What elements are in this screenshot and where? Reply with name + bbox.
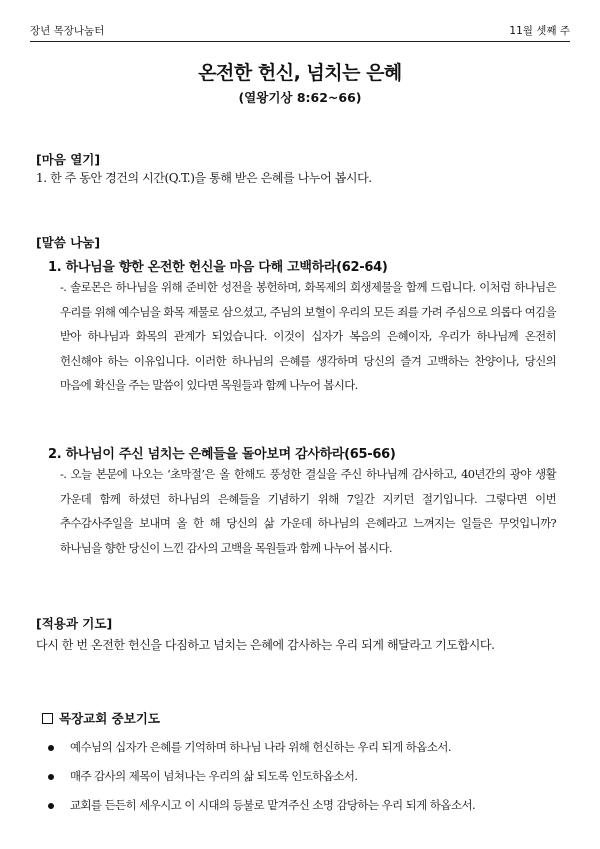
sharing-point-1-body: -. 솔로몬은 하나님을 위해 준비한 성전을 봉헌하며, 화목제의 희생제물을 함께 드립니다. 이처럼 하나님은 우리를 위해 예수님을 화목 제물로 삼으셨고, 주님의 보혈이 우리의 모든 죄를 가려 주심으로 의롭다 여김을 받아 하나님과 화목의 관계가 되었습니다. 이것이 십자가 복음의 은혜이자, 우리가 하나님께 온전히 헌신해야 하는 이유입니다. 이러한 하나님의 은혜를 생각하며 당신의 즐겨 고백하는 찬양이나, 당신의 마음에 확신을 주는 말씀이 있다면 목원들과 함께 나누어 봅시다. bbox=[60, 280, 556, 392]
intercession-heading-label: 목장교회 중보기도 bbox=[59, 711, 160, 726]
section-heading-application: [적용과 기도] bbox=[36, 616, 113, 631]
sharing-point-2-body: -. 오늘 본문에 나오는 ‘초막절’은 올 한해도 풍성한 결실을 주신 하나님께 감사하고, 40년간의 광야 생활 가운데 함께 하셨던 하나님의 은혜들을 기념하기 위해 7일간 지키던 절기입니다. 그렇다면 이번 추수감사주일을 보내며 올 한 해 당신의 삶 가운데 하나님의 은혜라고 느껴지는 일들은 무엇입니까? 하나님을 향한 당신이 느낀 감사의 고백을 목원들과 함께 나누어 봅시다. bbox=[60, 467, 556, 555]
intercession-list bbox=[48, 733, 475, 820]
sharing-point-2-heading: 2. 하나님이 주신 넘치는 은혜들을 돌아보며 감사하라(65-66) bbox=[48, 447, 396, 462]
list-item bbox=[48, 733, 475, 762]
scripture-reference: (열왕기상 8:62~66) bbox=[238, 90, 362, 105]
page-header bbox=[30, 18, 570, 42]
opening-question: 1. 한 주 동안 경건의 시간(Q.T.)을 통해 받은 은혜를 나누어 봅시다. bbox=[36, 171, 372, 185]
sharing-point-1-heading: 1. 하나님을 향한 온전한 헌신을 마음 다해 고백하라(62-64) bbox=[48, 260, 388, 275]
intercession-item-text: 매주 감사의 제목이 넘쳐나는 우리의 삶 되도록 인도하옵소서. bbox=[70, 769, 358, 783]
section-heading-intercession bbox=[42, 709, 160, 727]
list-item bbox=[48, 762, 475, 791]
bullet-dot-icon bbox=[48, 745, 54, 751]
bullet-dot-icon bbox=[48, 803, 54, 809]
page-title: 온전한 헌신, 넘치는 은혜 bbox=[198, 62, 402, 84]
header-week-label: 11월 셋째 주 bbox=[509, 25, 570, 37]
intercession-item-text: 예수님의 십자가 은혜를 기억하며 하나님 나라 위해 헌신하는 우리 되게 하옵소서. bbox=[70, 740, 451, 754]
application-prayer-text: 다시 한 번 온전한 헌신을 다짐하고 넘치는 은혜에 감사하는 우리 되게 해달라고 기도합시다. bbox=[36, 638, 495, 652]
checkbox-square-icon bbox=[42, 713, 53, 724]
list-item bbox=[48, 791, 475, 820]
section-heading-opening: [마음 열기] bbox=[36, 152, 101, 167]
header-left-label: 장년 목장나눔터 bbox=[30, 25, 105, 37]
bullet-dot-icon bbox=[48, 774, 54, 780]
intercession-item-text: 교회를 든든히 세우시고 이 시대의 등불로 맡겨주신 소명 감당하는 우리 되게 하옵소서. bbox=[70, 798, 476, 812]
section-heading-sharing: [말씀 나눔] bbox=[36, 235, 101, 250]
